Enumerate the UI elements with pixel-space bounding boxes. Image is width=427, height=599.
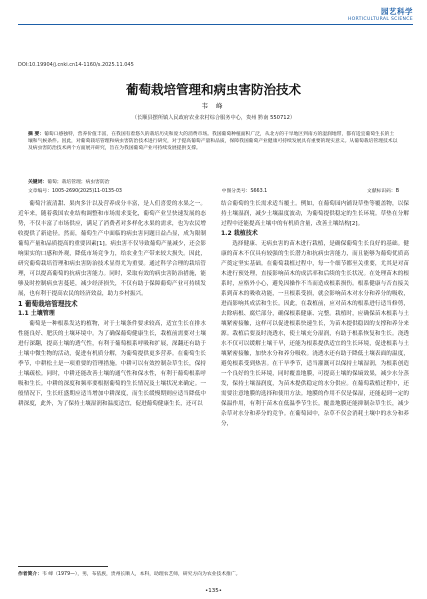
- section-1-2-heading: 1.2 栽植技术: [221, 230, 258, 237]
- footnote-text: 韦 峰（1979—），男，布依族，贵州长顺人，本科，助理农艺师，研究方向为农业技术推广。: [42, 572, 241, 577]
- section-1-1-heading: 1.1 土壤管理: [18, 310, 55, 317]
- journal-header: [348, 6, 413, 22]
- planting-paragraph: 选择健康、无病虫害的苗木进行栽植，是确保葡萄生长良好的基础。健康的苗木不仅具有较强的生长潜力和抗病虫害能力，而且能够为葡萄优质高产奠定坚实基础。在葡萄栽植过程中，每一个细节都至关重要，尤其是对苗木进行预处理，直接影响苗木的成活率和后续的生长状况。在处理苗木的根系时，应格外小心，避免因操作不当而造成根系损伤。根系健康与否直接关系到苗木的吸收功能，一旦根系受损，就会影响苗木对水分和养分的吸收，进而影响其成活和生长。因此，在栽植前，应对苗木的根系进行适当修剪，去除病根、腐烂部分，确保根系健康、完整。栽植时，应确保苗木根系与土壤紧密接触，这样可以促进根系快速生长，为苗木提供稳固的支撑和养分来源。栽植后要及时浇透水，使土壤充分湿润，有助于根系恢复和生长。浇透水不仅可以缓解土壤干旱，还能为根系提供适宜的生长环境，促进根系与土壤紧密接触，加快水分和养分吸收。浇透水还有助于降低土壤表面的温度，避免根系受到热害。在干旱季节，适当灌溉可以保持土壤湿润，为根系创造一个良好的生长环境，同时覆盖地膜，可提高土壤的保墒效果，减少水分蒸发，保持土壤湿润度，为苗木提供稳定的水分供应。在葡萄栽植过程中，还需要注意地膜的选择和使用方法。地膜的作用不仅是保湿，还能起到一定的保温作用，有利于苗木在低温季节生长。覆盖地膜还能抑制杂草生长，减少杂草对水分和养分的竞争。在葡萄园中，杂草不仅会消耗土壤中的水分和养分，: [221, 241, 409, 427]
- soil-paragraph-cont: 结合葡萄的生长需求适当覆土。例如，在葡萄园内铺设草垫等覆盖物，以保持土壤湿润，减少土壤温度波动，为葡萄提供稳定的生长环境。草垫在分解过程中还能提高土壤中的有机质含量，改善土壤结构[2]。: [221, 201, 409, 227]
- footnote-rule: [18, 566, 108, 567]
- footnote-label: 作者简介：: [18, 572, 42, 577]
- right-column: [221, 199, 409, 429]
- keywords-text: 葡萄；栽培管理；病虫害防治: [47, 180, 110, 185]
- abstract-label: 摘 要：: [28, 132, 45, 137]
- journal-name-en: HORTICULTURAL SCIENCE: [347, 17, 413, 22]
- left-column: [18, 199, 206, 409]
- soil-paragraph: 葡萄是一种根系发达的植物，对于土壤条件要求较高，适宜生长在排水性能良好、肥沃的土壤环境中。为了确保葡萄健康生长，栽植前需要对土壤进行深翻，提高土壤的透气性，有利于葡萄根系呼吸和扩展，深翻还有助于土壤中微生物的活动，促进有机质分解，为葡萄提供更多营养。在葡萄生长季节，中耕松土是一项重要的管理措施。中耕可以有效控制杂草生长，保持土壤疏松。同时，中耕还能改善土壤的通气性和保水性，有利于葡萄根系呼吸和生长。中耕的深度和频率要根据葡萄的生长情况及土壤状况来确定。一般情况下，生长旺盛期应适当增加中耕深度，而生长缓慢期则应适当降低中耕深度，此外，为了保持土壤湿润和温度适宜，促进葡萄健康生长，还可以: [18, 321, 206, 407]
- affiliation: （长顺县摆所镇人民政府农业农村综合服务中心，贵州 黔南 550712）: [131, 115, 296, 121]
- article-title: 葡萄栽培管理和病虫害防治技术: [125, 82, 301, 97]
- author-footnote: [18, 570, 413, 577]
- keywords-label: 关键词：: [28, 180, 48, 185]
- header-rule: [18, 24, 413, 25]
- keywords: [28, 178, 399, 185]
- class-number: 中图分类号：S663.1: [221, 189, 268, 194]
- article-number: 文章编号：1005-2690(2025)11-0135-03: [28, 189, 122, 194]
- section-1-heading: 1 葡萄栽培管理技术: [18, 300, 78, 308]
- doc-code: 文献标识码：B: [366, 189, 399, 194]
- doi: DOI:10.19904/j.cnki.cn14-1160/s.2025.11.045: [18, 62, 134, 68]
- abstract: [28, 131, 399, 175]
- author: 韦 峰: [201, 102, 226, 110]
- article-meta: [28, 187, 399, 194]
- abstract-text: 葡萄口感独特，营养价值丰富，在我国有着悠久的栽培历史和庞大的消费市场。我国葡萄种植面积广泛，从北方的干旱地区到南方的湿润地带，都有适宜葡萄生长的土壤和气候条件。因此，对葡萄栽培管理和病虫害防治技术进行研究，对于提高葡萄产量和品质，保障我国葡萄产业健康可持续发展具有重要的现实意义。从葡萄栽培管理技术以及病虫害防治技术两个方面展开研究，旨在为我国葡萄产业可持续发展提供支撑。: [28, 132, 398, 152]
- journal-name-cn: 园艺科学: [381, 7, 413, 16]
- page-number: •135•: [205, 588, 222, 594]
- intro-paragraph: 葡萄汁液清甜、果肉多汁以及营养成分丰富，是人们喜爱的水果之一。近年来，随着我国农业结构调整和市场需求变化，葡萄产业呈快速发展的态势，不仅丰富了市场供应，满足了消费者对多样化水果的需求，也为农民增收提供了新途径。然而，葡萄生产中面临的病虫害问题日益凸显，成为限制葡萄产量和品质提高的重要因素[1]。病虫害不仅导致葡萄产量减少，还会影响果实的口感和外观，降低市场竞争力，给农业生产带来较大损失。因此，研究葡萄栽培管理和病虫害防治技术显得尤为重要。通过科学合理的栽培管理，可以提高葡萄的抗病虫害能力。同时，采取有效的病虫害防治措施，能够及时控制病虫害蔓延，减少经济损失，不仅有助于保障葡萄产业可持续发展，也有利于提高农民的经济效益，助力乡村振兴。: [18, 201, 206, 297]
